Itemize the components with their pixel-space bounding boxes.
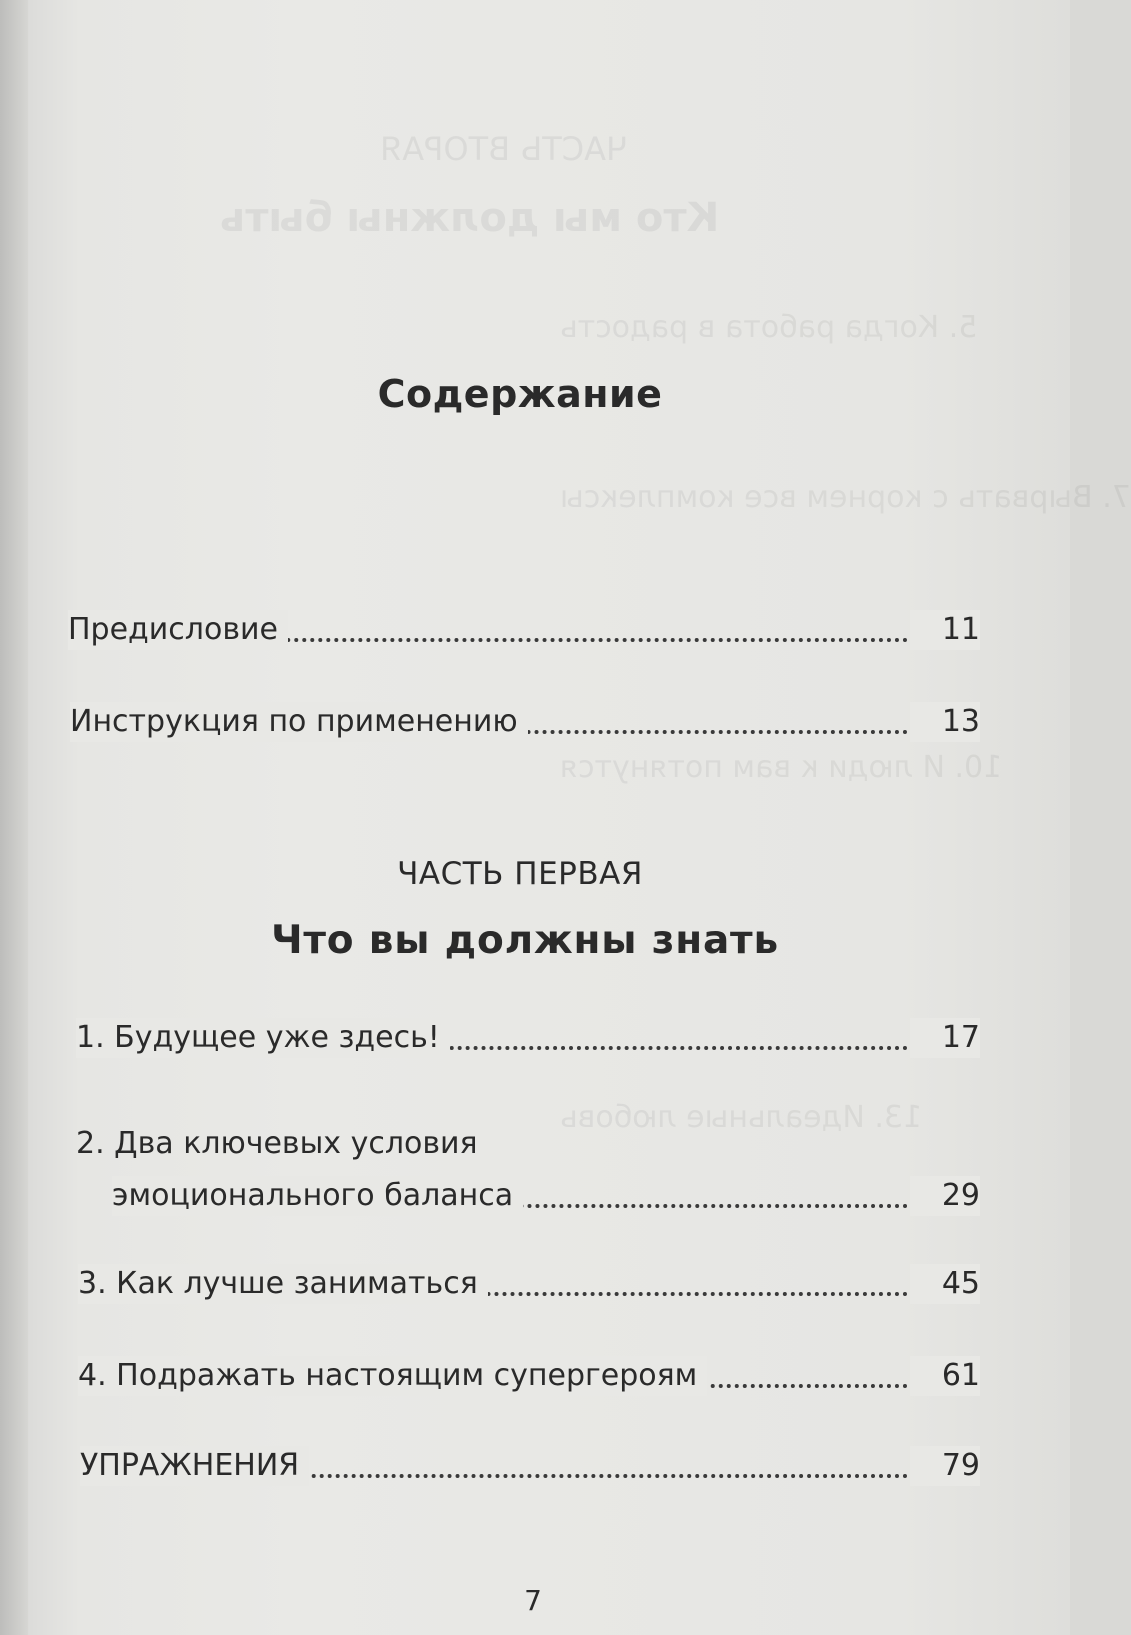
- bleed-through-decoration: 10. И люди к вам потянутся: [560, 750, 1003, 785]
- toc-entry-page: 61: [910, 1356, 980, 1396]
- toc-entry-label: эмоционального баланса: [112, 1176, 523, 1216]
- toc-entry-label: Инструкция по применению: [70, 702, 528, 742]
- toc-entry-label-line1: 2. Два ключевых условия: [76, 1126, 478, 1161]
- toc-entry-label: 1. Будущее уже здесь!: [76, 1018, 450, 1058]
- toc-entry-label: 3. Как лучше заниматься: [78, 1264, 488, 1304]
- toc-entry[interactable]: [70, 692, 980, 742]
- toc-entry[interactable]: [78, 1346, 980, 1396]
- toc-entry[interactable]: [76, 1008, 980, 1058]
- bleed-through-decoration: ЧАСТЬ ВТОРАЯ: [380, 130, 628, 168]
- bleed-through-decoration: Кто мы должны быть: [220, 195, 720, 241]
- toc-entry[interactable]: [112, 1166, 980, 1216]
- toc-entry-label: УПРАЖНЕНИЯ: [80, 1446, 309, 1486]
- part-caption: ЧАСТЬ ПЕРВАЯ: [397, 856, 643, 892]
- part-title: Что вы должны знать: [271, 918, 779, 963]
- toc-entry[interactable]: [80, 1436, 980, 1486]
- bleed-through-decoration: 7. Вырвать с корнем все комплексы: [560, 480, 1131, 515]
- toc-entry[interactable]: [78, 1254, 980, 1304]
- bleed-through-decoration: 13. Идеальные любовь: [560, 1100, 923, 1135]
- toc-entry-label: 4. Подражать настоящим супергероям: [78, 1356, 707, 1396]
- toc-entry-page: 13: [910, 702, 980, 742]
- toc-entry-page: 29: [910, 1176, 980, 1216]
- toc-entry[interactable]: [70, 600, 980, 650]
- page-spine-shadow: [0, 0, 28, 1635]
- bleed-through-decoration: 5. Когда работа в радость: [560, 310, 978, 345]
- toc-entry-page: 79: [910, 1446, 980, 1486]
- page-number: 7: [524, 1584, 542, 1617]
- toc-entry-page: 17: [910, 1018, 980, 1058]
- page-title: Содержание: [377, 372, 663, 416]
- toc-entry-page: 11: [910, 610, 980, 650]
- toc-entry-page: 45: [910, 1264, 980, 1304]
- toc-entry-label: Предисловие: [68, 610, 288, 650]
